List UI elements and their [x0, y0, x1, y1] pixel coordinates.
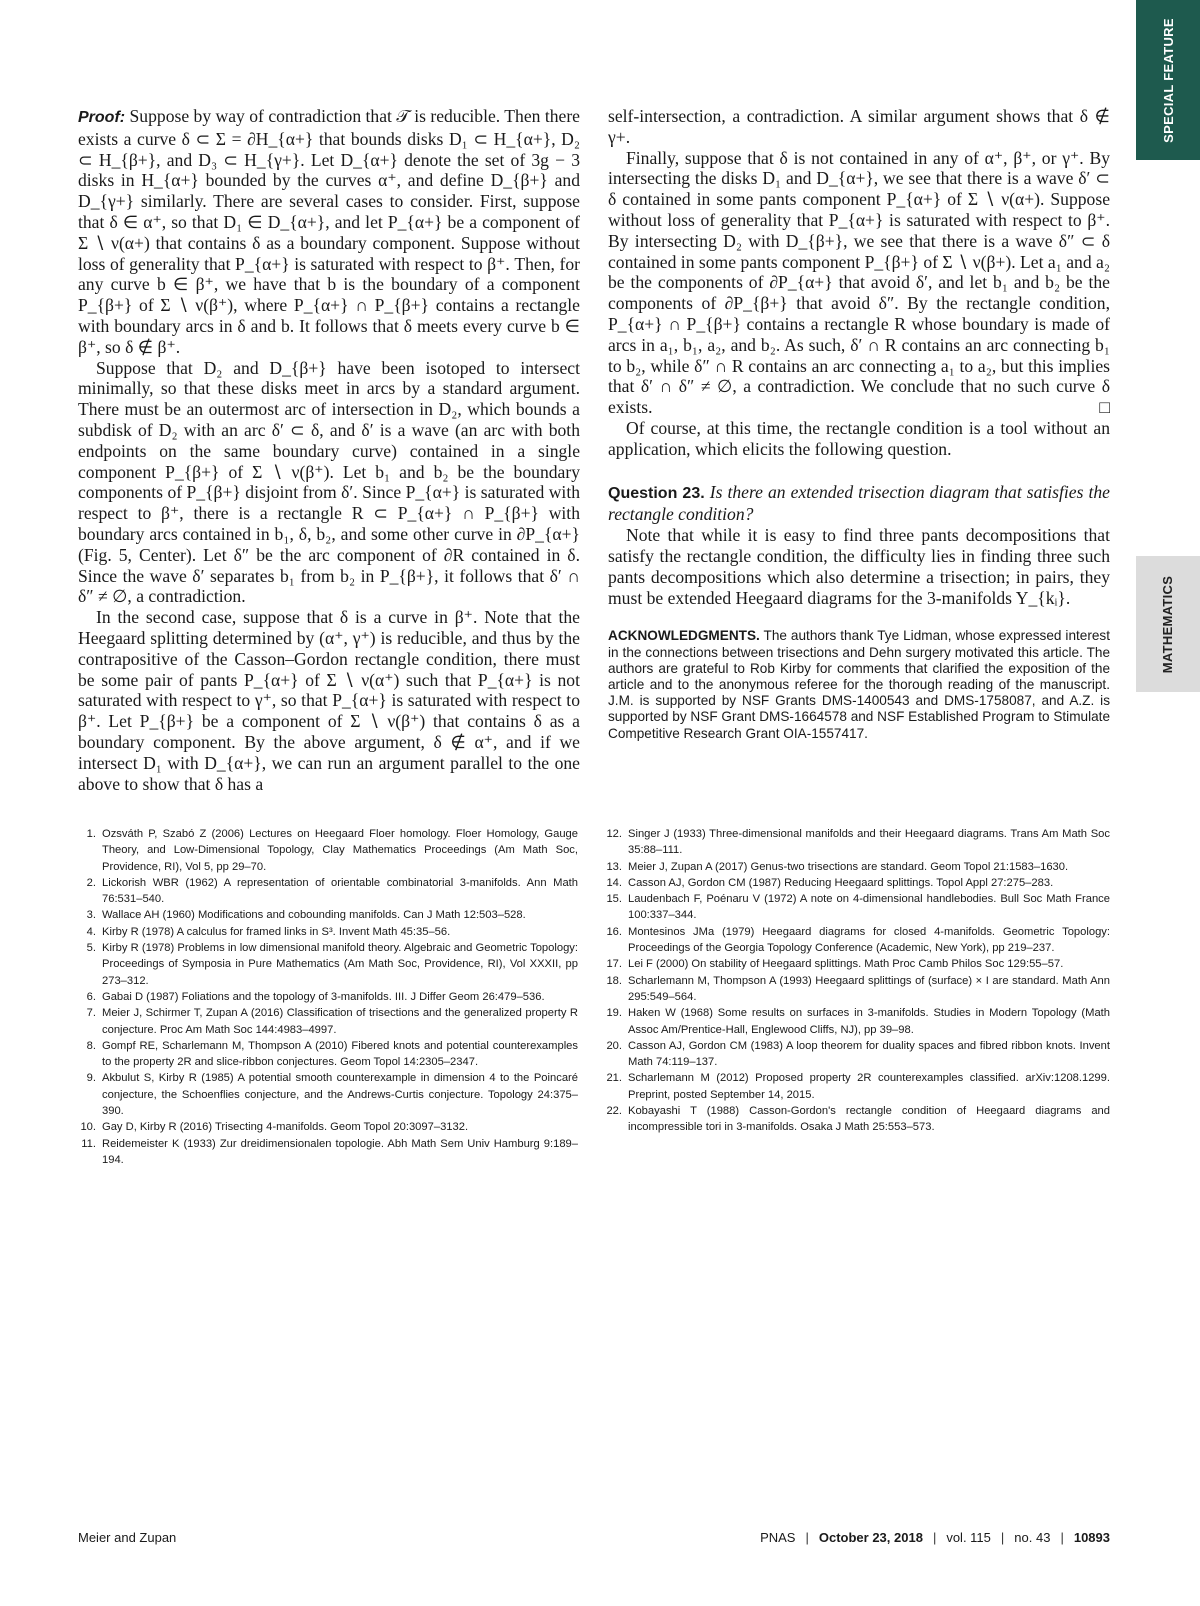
reference-item: 9. Akbulut S, Kirby R (1985) A potential smooth counterexample in dimension 4 to the Poincaré conjecture, the Schoenflies conjecture, and the Andrews-Curtis conjecture. Topology 24:375–390.: [86, 1072, 578, 1118]
references-list-left: [78, 826, 578, 1168]
reference-item: 12. Singer J (1933) Three-dimensional manifolds and their Heegaard diagrams. Trans Am Math Soc 35:88–111.: [606, 828, 1110, 857]
reference-text: Meier J, Schirmer T, Zupan A (2016) Classification of trisections and the generalized property R conjecture. Proc Am Math Soc 144:4983–4997.: [102, 1007, 578, 1036]
reference-text: Casson AJ, Gordon CM (1983) A loop theorem for duality spaces and fibred ribbon knots. Invent Math 74:119–137.: [628, 1039, 1110, 1069]
reference-item: 2. Lickorish WBR (1962) A representation of orientable combinatorial 3-manifolds. Ann Math 76:531–540.: [86, 876, 578, 906]
right-text-column: [608, 106, 1110, 742]
footer-journal: PNAS: [760, 1530, 796, 1545]
reference-item: 5. Kirby R (1978) Problems in low dimensional manifold theory. Algebraic and Geometric Topology: Proceedings of Symposia in Pure Mathematics (Am Math Soc, Providence, RI), Vol XXXII, pp 273–312.: [86, 942, 578, 987]
reference-text: Kirby R (1978) A calculus for framed links in S³. Invent Math 45:35–56.: [102, 925, 451, 938]
reference-item: 6. Gabai D (1987) Foliations and the topology of 3-manifolds. III. J Differ Geom 26:479–536.: [86, 990, 545, 1003]
section-tab-label: SPECIAL FEATURE: [1160, 17, 1176, 143]
page-footer: [78, 1530, 1110, 1545]
reference-item: 19. Haken W (1968) Some results on surfaces in 3-manifolds. Studies in Modern Topology (Math Assoc Am/Prentice-Hall, Englewood Cliffs, NJ), pp 39–98.: [606, 1007, 1110, 1036]
reference-text: Lickorish WBR (1962) A representation of orientable combinatorial 3-manifolds. Ann Math 76:531–540.: [102, 876, 578, 906]
reference-text: Kirby R (1978) Problems in low dimensional manifold theory. Algebraic and Geometric Topology: Proceedings of Symposia in Pure Mathematics (Am Math Soc, Providence, RI), Vol XXXII, pp 273–312.: [102, 942, 578, 987]
footer-page-number: 10893: [1073, 1530, 1110, 1545]
body-paragraph: Note that while it is easy to find three pants decompositions that satisfy the rectangle condition, the difficulty lies in finding three such pants decompositions which also determine a trisection; in pairs, they must be extended Heegaard diagrams for the 3-manifolds Y_{kᵢ}.: [608, 525, 1110, 608]
reference-item: 13. Meier J, Zupan A (2017) Genus-two trisections are standard. Geom Topol 21:1583–1630.: [606, 860, 1069, 873]
reference-text: Akbulut S, Kirby R (1985) A potential smooth counterexample in dimension 4 to the Poincaré conjecture, the Schoenflies conjecture, and the Andrews-Curtis conjecture. Topology 24:375–390.: [102, 1072, 578, 1118]
reference-text: Wallace AH (1960) Modifications and cobounding manifolds. Can J Math 12:503–528.: [102, 909, 526, 922]
footer-separator: |: [805, 1530, 809, 1545]
footer-issue: no. 43: [1014, 1530, 1051, 1545]
reference-item: 15. Laudenbach F, Poénaru V (1972) A note on 4-dimensional handlebodies. Bull Soc Math France 100:337–344.: [606, 893, 1110, 922]
reference-text: Singer J (1933) Three-dimensional manifolds and their Heegaard diagrams. Trans Am Math Soc 35:88–111.: [628, 828, 1110, 857]
reference-item: 17. Lei F (2000) On stability of Heegaard splittings. Math Proc Camb Philos Soc 129:55–57.: [606, 958, 1064, 971]
reference-text: Scharlemann M (2012) Proposed property 2R counterexamples classified. arXiv:1208.1299. Preprint, posted September 14, 2015.: [628, 1072, 1110, 1101]
reference-text: Kobayashi T (1988) Casson-Gordon's rectangle condition of Heegaard diagrams and incompressible tori in 3-manifolds. Osaka J Math 25:553–573.: [628, 1105, 1110, 1134]
qed-symbol: □: [1099, 397, 1110, 418]
reference-item: 20. Casson AJ, Gordon CM (1983) A loop theorem for duality spaces and fibred ribbon knots. Invent Math 74:119–137.: [606, 1039, 1110, 1069]
reference-item: 22. Kobayashi T (1988) Casson-Gordon's rectangle condition of Heegaard diagrams and incompressible tori in 3-manifolds. Osaka J Math 25:553–573.: [606, 1105, 1110, 1134]
reference-text: Laudenbach F, Poénaru V (1972) A note on 4-dimensional handlebodies. Bull Soc Math France 100:337–344.: [628, 893, 1110, 922]
acknowledgments-label: ACKNOWLEDGMENTS.: [608, 628, 760, 644]
proof-paragraph: [78, 106, 580, 358]
paragraph-text: Finally, suppose that δ is not contained in any of α⁺, β⁺, or γ⁺. By intersecting the disks D₁ and D_{α+}, we see that there is a wave δ′ ⊂ δ contained in some pants component P_{α+} of Σ ∖ ν(α+). Suppose without loss of generality that P_{α+} is saturated with respect to β⁺. By intersecting D₂ with D_{β+}, we see that there is a wave δ″ ⊂ δ contained in some pants component P_{β+} of Σ ∖ ν(β+). Let a₁ and a₂ be the components of ∂P_{α+} that avoid δ′, and let b₁ and b₂ be the components of ∂P_{β+} that avoid δ″. By the rectangle condition, P_{α+} ∩ P_{β+} contains a rectangle R whose boundary is made of arcs in a₁, b₁, a₂, and b₂. As such, δ′ ∩ R contains an arc connecting b₁ to b₂, while δ″ ∩ R contains an arc connecting a₁ to a₂, but this implies that δ′ ∩ δ″ ≠ ∅, a contradiction. We conclude that no such curve δ exists.: [608, 147, 1110, 418]
references-list-right: [604, 826, 1110, 1136]
body-paragraph: Suppose that D₂ and D_{β+} have been isotoped to intersect minimally, so that these disks meet in arcs by a standard argument. There must be an outermost arc of intersection in D₂, which bounds a subdisk of D₂ with an arc δ′ ⊂ δ, and δ′ is a wave (an arc with both endpoints on the same boundary curve) contained in a single component P_{β+} of Σ ∖ ν(β⁺). Let b₁ and b₂ be the boundary components of P_{β+} disjoint from δ′. Since P_{α+} is saturated with respect to β⁺, there is a rectangle R ⊂ P_{α+} ∩ P_{β+} with boundary arcs contained in b₁, δ, b₂, and some other curve in ∂P_{α+} (Fig. 5, Center). Let δ″ be the arc component of ∂R contained in δ. Since the wave δ′ separates b₁ from b₂ in P_{β+}, it follows that δ′ ∩ δ″ ≠ ∅, a contradiction.: [78, 357, 580, 607]
reference-item: 21. Scharlemann M (2012) Proposed property 2R counterexamples classified. arXiv:1208.1299. Preprint, posted September 14, 2015.: [606, 1072, 1110, 1101]
reference-item: 11. Reidemeister K (1933) Zur dreidimensionalen topologie. Abh Math Sem Univ Hamburg 9:189–194.: [81, 1137, 578, 1166]
acknowledgments-text: The authors thank Tye Lidman, whose expressed interest in the connections between trisections and Dehn surgery motivated this article. The authors are grateful to Rob Kirby for comments that clarified the exposition of the article and to the anonymous referee for the thorough reading of the manuscript. J.M. is supported by NSF Grants DMS-1400543 and DMS-1758087, and A.Z. is supported by NSF Grant DMS-1664578 and NSF Established Program to Stimulate Competitive Research Grant OIA-1557417.: [608, 628, 1110, 741]
footer-separator: |: [1000, 1530, 1005, 1545]
question-label: Question 23.: [608, 484, 705, 502]
reference-item: 1. Ozsváth P, Szabó Z (2006) Lectures on Heegaard Floer homology. Floer Homology, Gauge Theory, and Low-Dimensional Topology, Clay Mathematics Proceedings (Am Math Soc, Providence, RI), Vol 5, pp 29–70.: [86, 828, 578, 873]
left-text-column: [78, 106, 580, 794]
reference-text: Montesinos JMa (1979) Heegaard diagrams for closed 4-manifolds. Geometric Topology: Proceedings of the Georgia Topology Conference (Academic, New York), pp 219–237.: [628, 925, 1110, 955]
reference-text: Lei F (2000) On stability of Heegaard splittings. Math Proc Camb Philos Soc 129:55–57.: [628, 958, 1064, 971]
acknowledgments: [608, 628, 1110, 741]
footer-citation: [760, 1530, 1110, 1545]
proof-label: Proof:: [78, 109, 126, 126]
section-tab-special-feature: [1136, 0, 1200, 160]
reference-text: Meier J, Zupan A (2017) Genus-two trisections are standard. Geom Topol 21:1583–1630.: [628, 860, 1069, 873]
reference-item: 10. Gay D, Kirby R (2016) Trisecting 4-manifolds. Geom Topol 20:3097–3132.: [80, 1121, 469, 1134]
reference-text: Scharlemann M, Thompson A (1993) Heegaard splittings of (surface) × I are standard. Math Ann 295:549–564.: [628, 974, 1110, 1003]
reference-item: 8. Gompf RE, Scharlemann M, Thompson A (2010) Fibered knots and potential counterexamples to the property 2R and slice-ribbon conjectures. Geom Topol 14:2305–2347.: [86, 1039, 578, 1069]
reference-text: Gompf RE, Scharlemann M, Thompson A (2010) Fibered knots and potential counterexamples to the property 2R and slice-ribbon conjectures. Geom Topol 14:2305–2347.: [102, 1039, 578, 1069]
reference-item: 3. Wallace AH (1960) Modifications and cobounding manifolds. Can J Math 12:503–528.: [86, 909, 526, 922]
reference-text: Gay D, Kirby R (2016) Trisecting 4-manifolds. Geom Topol 20:3097–3132.: [102, 1121, 469, 1134]
footer-date: October 23, 2018: [818, 1530, 923, 1545]
body-paragraph: In the second case, suppose that δ is a curve in β⁺. Note that the Heegaard splitting determined by (α⁺, γ⁺) is reducible, and thus by the contrapositive of the Casson–Gordon rectangle condition, there must be some pair of pants P_{α+} of Σ ∖ ν(α⁺) such that P_{α+} is not saturated with respect to γ⁺, so that P_{α+} is saturated with respect to β⁺. Let P_{β+} be a component of Σ ∖ ν(β⁺) that contains δ as a boundary component. By the above argument, δ ∉ α⁺, and if we intersect D₁ with D_{α+}, we can run an argument parallel to the one above to show that δ has a: [78, 607, 580, 794]
reference-text: Reidemeister K (1933) Zur dreidimensionalen topologie. Abh Math Sem Univ Hamburg 9:189–194.: [102, 1137, 578, 1166]
footer-volume: vol. 115: [946, 1530, 991, 1545]
reference-text: Haken W (1968) Some results on surfaces in 3-manifolds. Studies in Modern Topology (Math Assoc Am/Prentice-Hall, Englewood Cliffs, NJ), pp 39–98.: [628, 1007, 1110, 1036]
reference-item: 16. Montesinos JMa (1979) Heegaard diagrams for closed 4-manifolds. Geometric Topology: Proceedings of the Georgia Topology Conference (Academic, New York), pp 219–237.: [606, 925, 1110, 955]
footer-separator: |: [932, 1530, 937, 1545]
paragraph-text: Suppose by way of contradiction that 𝒯 is reducible. Then there exists a curve δ ⊂ Σ = ∂H_{α+} that bounds disks D₁ ⊂ H_{α+}, D₂ ⊂ H_{β+}, and D₃ ⊂ H_{γ+}. Let D_{α+} denote the set of 3g − 3 disks in H_{α+} bounded by the curves α⁺, and define D_{β+} and D_{γ+} similarly. There are several cases to consider. First, suppose that δ ∈ α⁺, so that D₁ ∈ D_{α+}, and let P_{α+} be a component of Σ ∖ ν(α+) that contains δ as a boundary component. Suppose without loss of generality that P_{α+} is saturated with respect to β⁺. Then, for any curve b ∈ β⁺, we have that b is the boundary of a component P_{β+} of Σ ∖ ν(β⁺), where P_{α+} ∩ P_{β+} contains a rectangle with boundary arcs in δ and b. It follows that δ meets every curve b ∈ β⁺, so δ ∉ β⁺.: [78, 106, 580, 357]
section-tab-mathematics: [1136, 556, 1200, 692]
reference-item: 18. Scharlemann M, Thompson A (1993) Heegaard splittings of (surface) × I are standard. Math Ann 295:549–564.: [606, 974, 1110, 1003]
footer-separator: |: [1060, 1530, 1064, 1545]
reference-text: Gabai D (1987) Foliations and the topology of 3-manifolds. III. J Differ Geom 26:479–536.: [102, 990, 545, 1003]
body-paragraph: self-intersection, a contradiction. A similar argument shows that δ ∉ γ+.: [608, 106, 1110, 147]
section-tab-label: MATHEMATICS: [1160, 575, 1176, 673]
reference-item: 4. Kirby R (1978) A calculus for framed links in S³. Invent Math 45:35–56.: [86, 925, 451, 938]
body-paragraph: Of course, at this time, the rectangle condition is a tool without an application, which elicits the following question.: [608, 417, 1110, 459]
reference-text: Casson AJ, Gordon CM (1987) Reducing Heegaard splittings. Topol Appl 27:275–283.: [628, 876, 1054, 889]
question-text: Is there an extended trisection diagram that satisfies the rectangle condition?: [608, 481, 1110, 525]
reference-item: 14. Casson AJ, Gordon CM (1987) Reducing Heegaard splittings. Topol Appl 27:275–283.: [606, 876, 1054, 889]
reference-text: Ozsváth P, Szabó Z (2006) Lectures on Heegaard Floer homology. Floer Homology, Gauge Theory, and Low-Dimensional Topology, Clay Mathematics Proceedings (Am Math Soc, Providence, RI), Vol 5, pp 29–70.: [102, 828, 578, 873]
question-23: [608, 482, 1110, 526]
body-paragraph: [608, 148, 1110, 418]
reference-item: 7. Meier J, Schirmer T, Zupan A (2016) Classification of trisections and the generalized property R conjecture. Proc Am Math Soc 144:4983–4997.: [86, 1007, 578, 1036]
footer-authors: Meier and Zupan: [78, 1530, 177, 1545]
